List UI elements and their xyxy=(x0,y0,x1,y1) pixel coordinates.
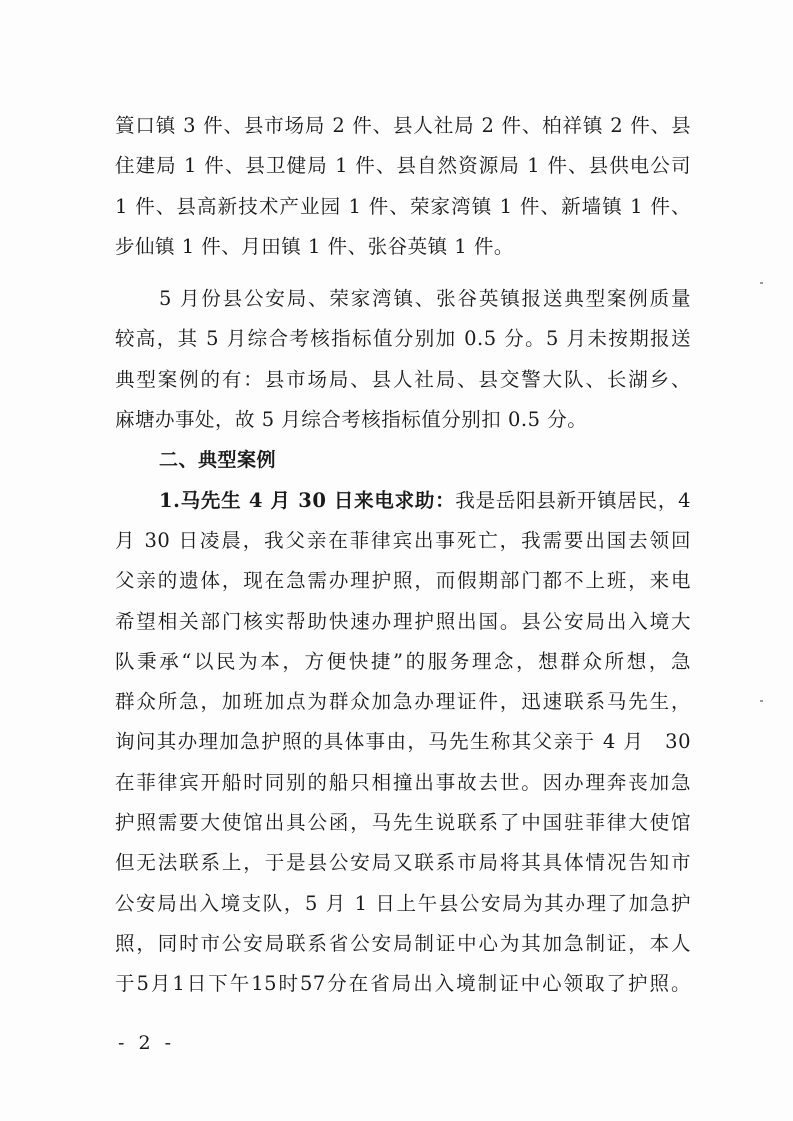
text-line: 父亲的遗体，现在急需办理护照，而假期部门都不上班，来电 xyxy=(115,569,691,593)
case-1 xyxy=(115,481,691,1005)
case-title: 1.马先生 4 月 30 日来电求助： xyxy=(159,488,456,512)
text-line: 照，同时市公安局联系省公安局制证中心为其加急制证，本人 xyxy=(115,931,691,955)
text-line: 月 30 日凌晨，我父亲在菲律宾出事死亡，我需要出国去领回 xyxy=(115,528,691,552)
text-line: 篢口镇 3 件、县市场局 2 件、县人社局 2 件、柏祥镇 2 件、县 xyxy=(115,114,691,137)
text-line: 公安局出入境支队，5 月 1 日上午县公安局为其办理了加急护 xyxy=(115,891,691,915)
text-line: 麻塘办事处，故 5 月综合考核指标值分别扣 0.5 分。 xyxy=(115,408,588,432)
section-heading: 二、典型案例 xyxy=(159,449,277,472)
scan-speck xyxy=(760,700,763,702)
text-line: 1 件、县高新技术产业园 1 件、荣家湾镇 1 件、新墙镇 1 件、 xyxy=(115,194,691,218)
text-line: 5 月份县公安局、荣家湾镇、张谷英镇报送典型案例质量 xyxy=(159,287,691,311)
text-line: 在菲律宾开船时同别的船只相撞出事故去世。因办理奔丧加急 xyxy=(115,770,691,794)
text-line: 较高，其 5 月综合考核指标值分别加 0.5 分。5 月未按期报送 xyxy=(115,327,691,351)
text-line: 住建局 1 件、县卫健局 1 件、县自然资源局 1 件、县供电公司 xyxy=(115,154,691,178)
text-line: 询问其办理加急护照的具体事由，马先生称其父亲于 4 月 30 xyxy=(115,730,691,754)
case-text: 我是岳阳县新开镇居民，4 xyxy=(455,488,691,512)
text-line: 步仙镇 1 件、月田镇 1 件、张谷英镇 1 件。 xyxy=(115,234,514,258)
section-typical-cases xyxy=(115,440,691,480)
page-number: - 2 - xyxy=(118,1032,176,1054)
scan-speck xyxy=(760,282,763,284)
text-line: 于5月1日下午15时57分在省局出入境制证中心领取了护照。 xyxy=(115,972,691,996)
text-line: 典型案例的有：县市场局、县人社局、县交警大队、长湖乡、 xyxy=(115,367,691,391)
text-line: 队秉承“以民为本，方便快捷”的服务理念，想群众所想，急 xyxy=(115,649,691,673)
text-line: 但无法联系上，于是县公安局又联系市局将其具体情况告知市 xyxy=(115,851,691,875)
paragraph-case-counts xyxy=(115,106,691,267)
text-line: 护照需要大使馆出具公函，马先生说联系了中国驻菲律大使馆 xyxy=(115,811,691,835)
paragraph-scoring xyxy=(115,279,691,440)
text-line xyxy=(115,481,691,521)
document-body xyxy=(115,106,691,1005)
text-line: 群众所急，加班加点为群众加急办理证件，迅速联系马先生， xyxy=(115,690,691,714)
text-line: 希望相关部门核实帮助快速办理护照出国。县公安局出入境大 xyxy=(115,609,691,633)
